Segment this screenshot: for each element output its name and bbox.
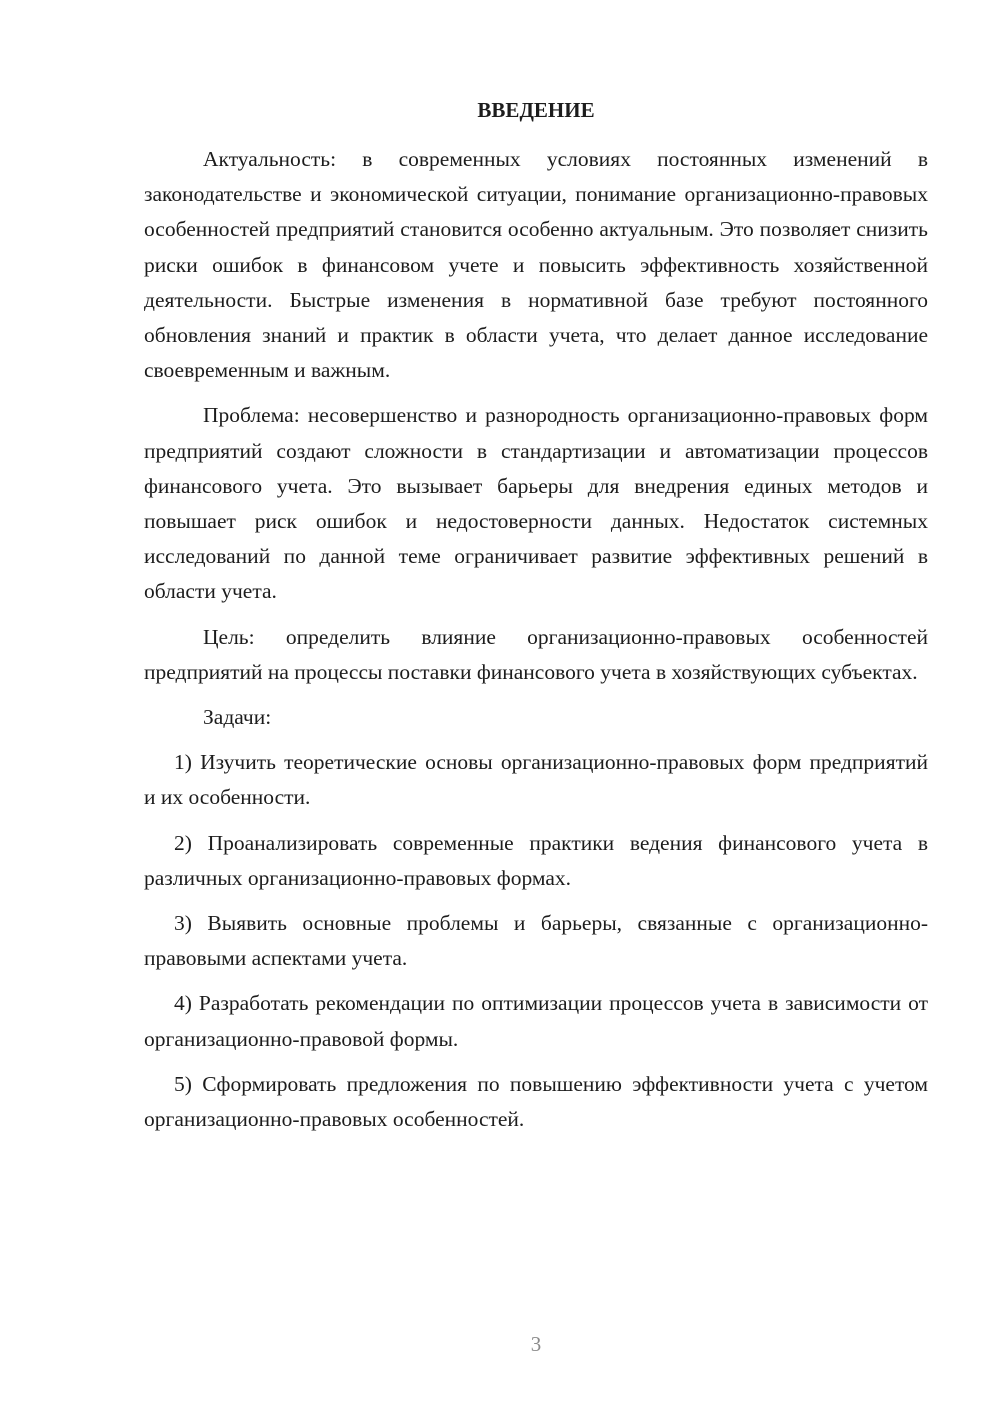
task-list [144, 745, 928, 1137]
list-item: 1) Изучить теоретические основы организационно-правовых форм предприятий и их особенности. [144, 750, 928, 810]
list-item: 3) Выявить основные проблемы и барьеры, связанные с организационно-правовыми аспектами учета. [144, 911, 928, 971]
paragraph-relevance: Актуальность: в современных условиях постоянных изменений в законодательстве и экономической ситуации, понимание организационно-правовых особенностей предприятий становится особенно актуальным. Это позволяет снизить риски ошибок в финансовом учете и повысить эффективность хозяйственной деятельности. Быстрые изменения в нормативной базе требуют постоянного обновления знаний и практик в области учета, что делает данное исследование своевременным и важным. [144, 147, 928, 383]
list-item: 2) Проанализировать современные практики ведения финансового учета в различных организационно-правовых формах. [144, 830, 928, 890]
document-page [144, 93, 928, 1147]
paragraph-problem: Проблема: несовершенство и разнородность организационно-правовых форм предприятий создают сложности в стандартизации и автоматизации процессов финансового учета. Это вызывает барьеры для внедрения единых методов и повышает риск ошибок и недостоверности данных. Недостаток системных исследований по данной теме ограничивает развитие эффективных решений в области учета. [144, 403, 928, 604]
page-number: 3 [530, 1332, 542, 1356]
section-title: ВВЕДЕНИЕ [477, 98, 595, 122]
list-item: 4) Разработать рекомендации по оптимизации процессов учета в зависимости от организационно-правовой формы. [144, 991, 928, 1051]
paragraph-tasks-heading: Задачи: [203, 705, 272, 730]
paragraph-goal: Цель: определить влияние организационно-правовых особенностей предприятий на процессы поставки финансового учета в хозяйствующих субъектах. [144, 624, 928, 684]
list-item: 5) Сформировать предложения по повышению эффективности учета с учетом организационно-правовых особенностей. [144, 1071, 928, 1132]
